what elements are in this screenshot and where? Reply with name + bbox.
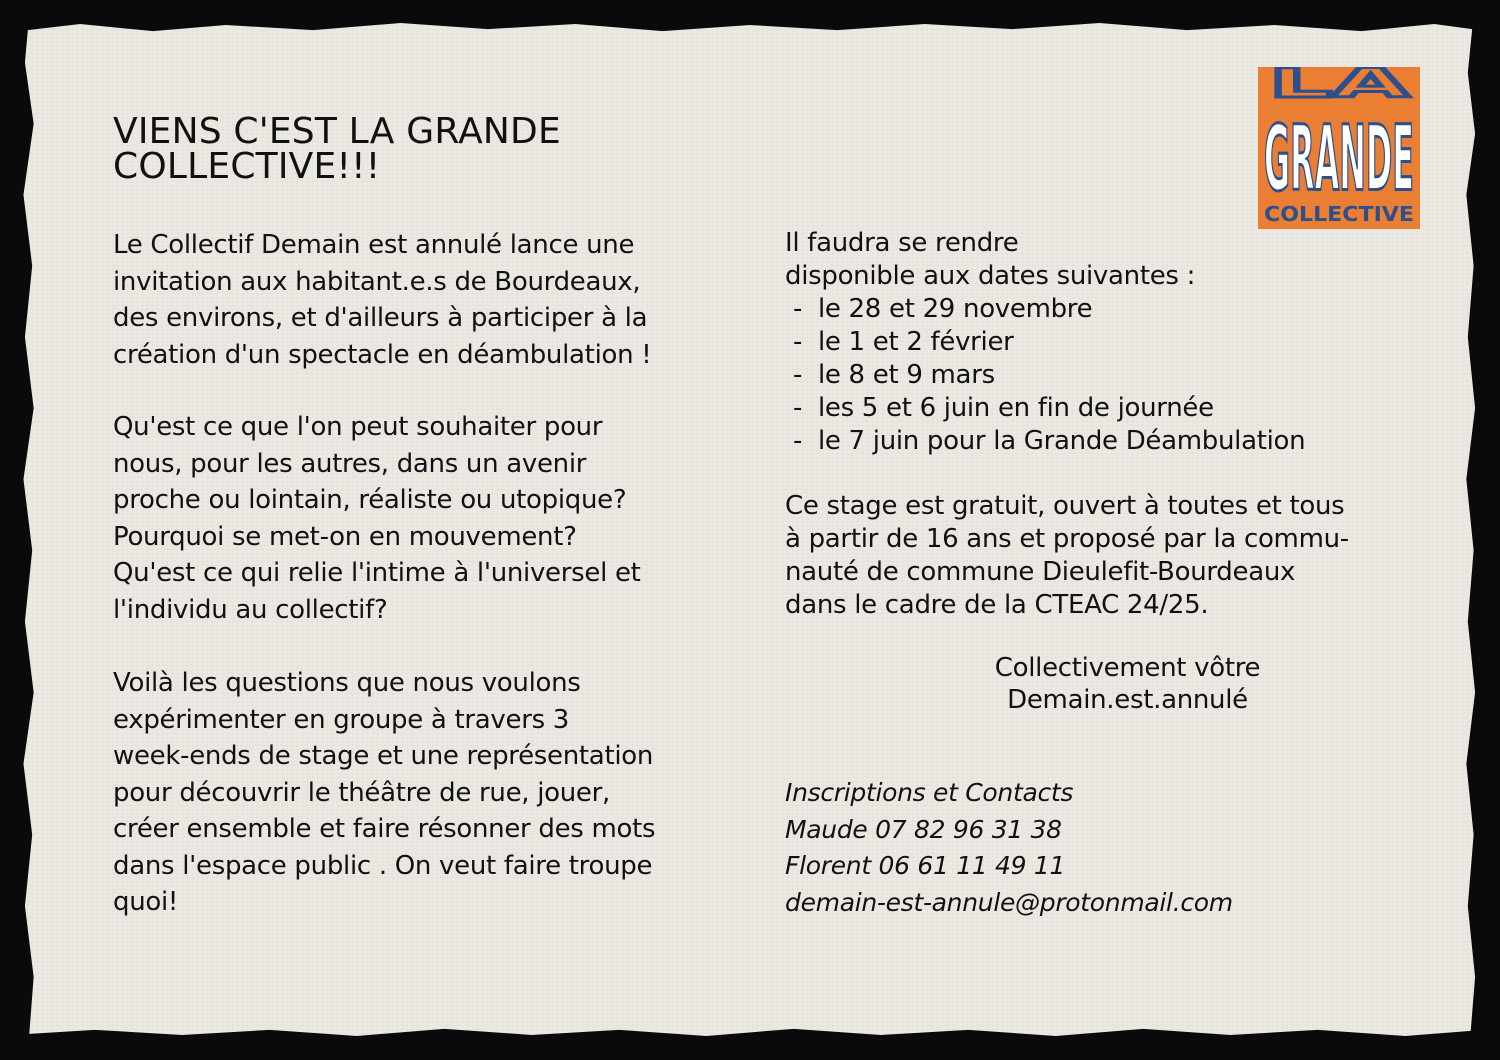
contact-florent: Florent 06 61 11 49 11 — [785, 851, 1066, 880]
date-item: - les 5 et 6 juin en fin de journée — [785, 393, 1214, 423]
text-line: Qu'est ce que l'on peut souhaiter pour — [113, 412, 603, 442]
title-line-1: VIENS C'EST LA GRANDE — [113, 111, 561, 152]
date-item: - le 1 et 2 février — [785, 327, 1014, 357]
contacts-heading: Inscriptions et Contacts — [785, 778, 1074, 807]
signoff-line: Collectivement vôtre — [994, 653, 1261, 683]
contact-email-link[interactable]: demain-est-annule@protonmail.com — [785, 887, 1233, 917]
text-line: l'individu au collectif? — [113, 594, 388, 625]
questions-paragraph — [113, 409, 753, 628]
text-line: nauté de commune Dieulefit-Bourdeaux — [785, 557, 1296, 587]
title-line-2: COLLECTIVE!!! — [113, 146, 381, 187]
text-line: des environs, et d'ailleurs à participer à la — [113, 303, 648, 333]
text-line: dans l'espace public . On veut faire troupe — [113, 850, 653, 881]
text-line: à partir de 16 ans et proposé par la commu- — [785, 524, 1349, 554]
signoff-line: Demain.est.annulé — [1007, 685, 1248, 715]
logo-line-la: LA — [1269, 67, 1410, 107]
text-line: Qu'est ce qui relie l'intime à l'universel et — [113, 558, 641, 588]
text-line: disponible aux dates suivantes : — [785, 261, 1196, 291]
text-line: création d'un spectacle en déambulation ! — [113, 339, 652, 370]
signoff — [940, 652, 1315, 716]
text-line: dans le cadre de la CTEAC 24/25. — [785, 590, 1209, 620]
text-line: Ce stage est gratuit, ouvert à toutes et tous — [785, 491, 1345, 521]
text-line: proche ou lointain, réaliste ou utopique? — [113, 485, 627, 515]
text-line: Le Collectif Demain est annulé lance une — [113, 230, 635, 260]
text-line: pour découvrir le théâtre de rue, jouer, — [113, 777, 610, 808]
dates-list — [785, 293, 1425, 458]
stage-description-paragraph — [113, 665, 753, 921]
stage-info-paragraph — [785, 490, 1425, 622]
contacts-section — [785, 775, 1425, 921]
page-title — [113, 111, 733, 187]
text-line: créer ensemble et faire résonner des mots — [113, 814, 656, 844]
logo-graphic — [1258, 67, 1420, 229]
logo-line-collective: COLLECTIVE — [1264, 202, 1414, 226]
text-line: Il faudra se rendre — [785, 228, 1019, 258]
la-grande-collective-logo — [1258, 67, 1420, 229]
text-line: week-ends de stage et une représentation — [113, 741, 654, 771]
text-line: invitation aux habitant.e.s de Bourdeaux, — [113, 266, 641, 297]
date-item: - le 7 juin pour la Grande Déambulation — [785, 426, 1306, 456]
text-line: quoi! — [113, 887, 179, 917]
text-line: nous, pour les autres, dans un avenir — [113, 448, 587, 479]
dates-section — [785, 227, 1425, 458]
date-item: - le 8 et 9 mars — [785, 360, 995, 390]
text-line: expérimenter en groupe à travers 3 — [113, 704, 570, 735]
contact-maude: Maude 07 82 96 31 38 — [785, 814, 1062, 844]
text-line: Pourquoi se met-on en mouvement? — [113, 521, 577, 552]
text-line: Voilà les questions que nous voulons — [113, 668, 581, 698]
date-item: - le 28 et 29 novembre — [785, 294, 1093, 324]
logo-line-grande: GRANDE — [1264, 106, 1414, 211]
intro-paragraph — [113, 227, 753, 373]
